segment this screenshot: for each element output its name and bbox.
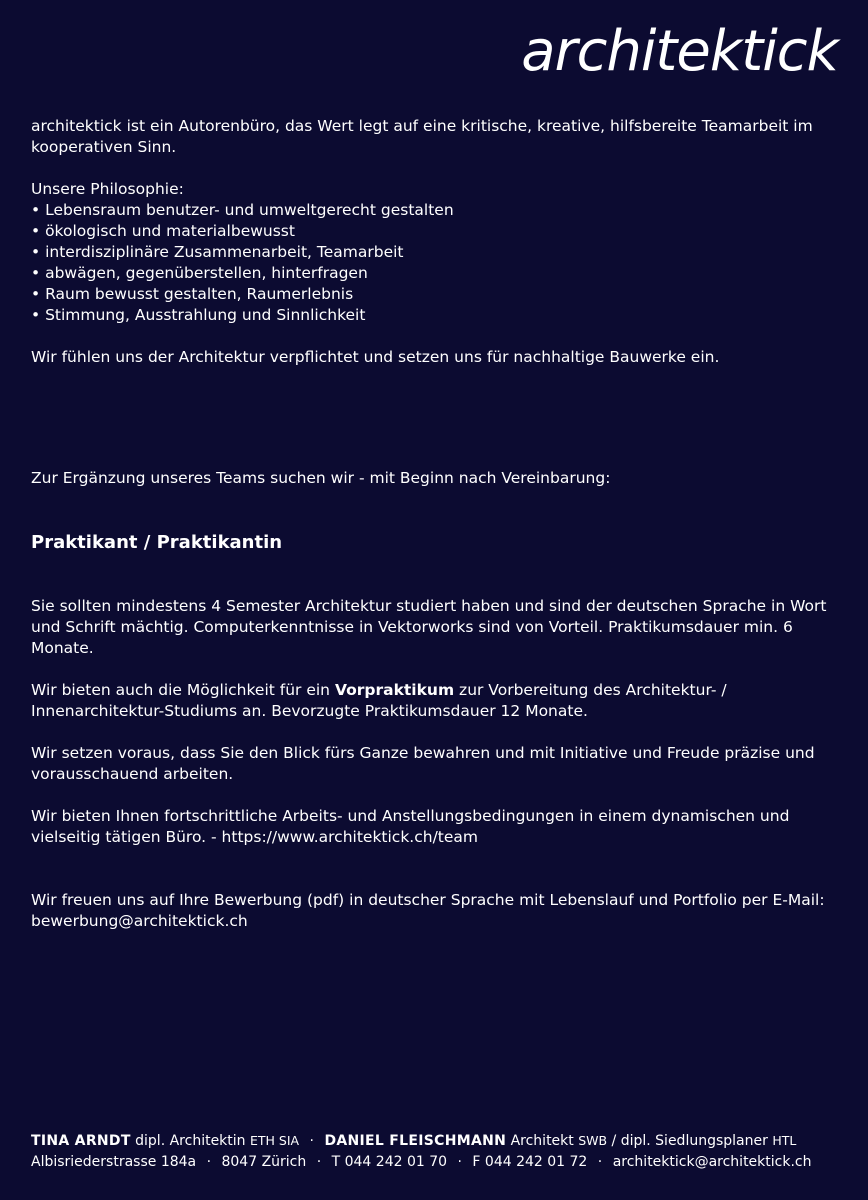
philosophy-list xyxy=(31,200,831,326)
list-item: • abwägen, gegenüberstellen, hinterfragen xyxy=(31,263,831,284)
person1-degree: ETH SIA xyxy=(250,1133,300,1148)
footer-email[interactable]: architektick@architektick.ch xyxy=(612,1154,812,1170)
philosophy-heading: Unsere Philosophie: xyxy=(31,180,184,198)
footer-fax: F 044 242 01 72 xyxy=(472,1154,588,1170)
intro-paragraph: architektick ist ein Autorenbüro, das Wert legt auf eine kritische, kreative, hilfsbereite Teamarbeit im kooperativen Sinn. xyxy=(31,117,813,156)
footer-separator: · xyxy=(316,1154,322,1170)
job-posting-body xyxy=(31,116,831,932)
list-item: • Raum bewusst gestalten, Raumerlebnis xyxy=(31,284,831,305)
person2-degree: SWB xyxy=(578,1133,608,1148)
vorpraktikum-text-after: zur Vorbereitung des Architektur- / Innenarchitektur-Studiums an. Bevorzugte Praktikumsdauer 12 Monate. xyxy=(31,681,727,720)
job-title: Praktikant / Praktikantin xyxy=(31,532,283,553)
list-item: • Lebensraum benutzer- und umweltgerecht gestalten xyxy=(31,200,831,221)
person2-degree2: HTL xyxy=(772,1133,797,1148)
footer-city: 8047 Zürich xyxy=(221,1154,307,1170)
company-logo: architektick xyxy=(521,19,838,84)
person1-name: TINA ARNDT xyxy=(31,1133,131,1149)
footer-separator: · xyxy=(309,1133,314,1149)
application-paragraph: Wir freuen uns auf Ihre Bewerbung (pdf) in deutscher Sprache mit Lebenslauf und Portfolio per E-Mail: xyxy=(31,891,825,909)
footer-separator: · xyxy=(597,1154,603,1170)
person2-title: Architekt xyxy=(510,1133,574,1149)
list-item: • ökologisch und materialbewusst xyxy=(31,221,831,242)
person1-title: dipl. Architektin xyxy=(135,1133,246,1149)
search-intro: Zur Ergänzung unseres Teams suchen wir - mit Beginn nach Vereinbarung: xyxy=(31,469,611,487)
vorpraktikum-bold: Vorpraktikum xyxy=(334,681,455,699)
footer-separator: · xyxy=(206,1154,212,1170)
person2-name: DANIEL FLEISCHMANN xyxy=(324,1133,507,1149)
footer-separator: · xyxy=(457,1154,462,1170)
commitment-paragraph: Wir fühlen uns der Architektur verpflichtet und setzen uns für nachhaltige Bauwerke ein. xyxy=(31,348,720,366)
application-email[interactable]: bewerbung@architektick.ch xyxy=(31,912,248,930)
vorpraktikum-paragraph xyxy=(31,680,831,722)
footer-contact-row xyxy=(31,1152,812,1173)
person2-title2: / dipl. Siedlungsplaner xyxy=(611,1133,768,1149)
expectations-paragraph: Wir setzen voraus, dass Sie den Blick fürs Ganze bewahren und mit Initiative und Freude präzise und vorausschauend arbeiten. xyxy=(31,744,815,783)
footer xyxy=(31,1130,812,1173)
footer-names-row xyxy=(31,1130,812,1152)
requirements-paragraph: Sie sollten mindestens 4 Semester Architektur studiert haben und sind der deutschen Sprache in Wort und Schrift mächtig. Computerkenntnisse in Vektorworks sind von Vorteil. Praktikumsdauer min. 6 Monate. xyxy=(31,597,827,657)
list-item: • Stimmung, Ausstrahlung und Sinnlichkeit xyxy=(31,305,831,326)
vorpraktikum-text-before: Wir bieten auch die Möglichkeit für ein xyxy=(31,681,335,699)
list-item: • interdisziplinäre Zusammenarbeit, Teamarbeit xyxy=(31,242,831,263)
footer-address: Albisriederstrasse 184a xyxy=(31,1154,197,1170)
footer-phone[interactable]: T 044 242 01 70 xyxy=(331,1154,448,1170)
offer-paragraph: Wir bieten Ihnen fortschrittliche Arbeits- und Anstellungsbedingungen in einem dynamischen und vielseitig tätigen Büro. - https://www.architektick.ch/team xyxy=(31,807,790,846)
